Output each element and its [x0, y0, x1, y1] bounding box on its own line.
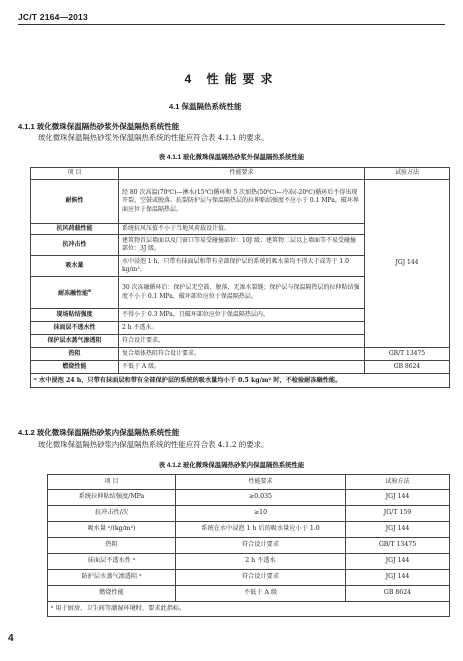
table2-row-method: JGJ 144 — [346, 490, 450, 506]
table1-row-name: 抗风荷载性能 — [31, 224, 119, 235]
table2-row-method: JGJ 144 — [346, 554, 450, 570]
table2-row-name: 燃烧性能 — [48, 586, 176, 602]
table2-row-method: JGJ 144 — [346, 570, 450, 586]
table1-header-item: 项 目 — [31, 168, 119, 180]
table1-row-name: 保护层水蒸气渗透阻 — [31, 335, 119, 348]
table1-header-requirement: 性能要求 — [119, 168, 365, 180]
table1-row-name: 耐候性 — [31, 180, 119, 224]
table2-row-requirement: 符合设计要求 — [176, 570, 346, 586]
footnote-marker: a — [88, 287, 91, 294]
table2-row-requirement: 系统在水中浸泡 1 h 后的吸水量应小于 1.0 — [176, 522, 346, 538]
table1-row-name: 抹面层不透水性 — [31, 322, 119, 335]
table2-row-method: JG/T 159 — [346, 506, 450, 522]
table2-row-requirement: 2 h 不透水 — [176, 554, 346, 570]
table2-row-method: GB 8624 — [346, 586, 450, 602]
chapter-title: 4 性能要求 — [184, 72, 279, 86]
table1-row-method: GB 8624 — [365, 361, 450, 374]
table2-row-name: 热阻 — [48, 538, 176, 554]
table1-row-name: 耐冻融性能$^a$ — [31, 277, 119, 309]
table2-row-name: 吸水量 ᵃ/(kg/m²) — [48, 522, 176, 538]
table2-row-requirement: ≥0.035 — [176, 490, 346, 506]
table2-row-name: 防护层水蒸气渗透阻 ᵃ — [48, 570, 176, 586]
table-4-1-2-caption: 表 4.1.2 玻化微珠保温隔热砂浆内保温隔热系统性能 — [158, 462, 305, 469]
table2-header-method: 试验方法 — [346, 475, 450, 490]
table2-row-requirement: 不低于 A 级 — [176, 586, 346, 602]
table1-row-requirement: 不得小于 0.3 MPa，且破坏部位应位于保温隔热层内。 — [119, 309, 365, 322]
table1-row-requirement: 符合设计要求。 — [119, 335, 365, 348]
table2-footnote: ᵃ 用于厨房、卫生间等潮湿环境时，要求此指标。 — [48, 602, 450, 617]
table2-row-name: 系统拉伸粘结强度/MPa — [48, 490, 176, 506]
table-4-1-1-caption: 表 4.1.1 玻化微珠保温隔热砂浆外保温隔热系统性能 — [158, 154, 305, 161]
standard-number-header: JC/T 2164—2013 — [18, 12, 88, 22]
table1-row-name: 吸水量 — [31, 256, 119, 277]
table1-row-requirement: 2 h 不透水。 — [119, 322, 365, 335]
header-rule — [18, 24, 445, 25]
table1-footnote: ᵃ 水中浸泡 24 h，只带有抹面层和带有全部保护层的系统的吸水量均小于 0.5 kg/m² 时，不检验耐冻融性能。 — [31, 374, 450, 388]
table1-merged-method: JGJ 144 — [365, 180, 450, 348]
table2-row-name: 抹面层不透水性 ᵃ — [48, 554, 176, 570]
table1-row-requirement: 复合墙体热阻符合设计要求。 — [119, 348, 365, 361]
table1-row-method: GB/T 13475 — [365, 348, 450, 361]
table1-row-requirement: 水中浸泡 1 h，只带有抹面层和带有全部保护层的系统的吸水量均不得大于或等于 1.0 kg/m²。 — [119, 256, 365, 277]
table2-row-requirement: 符合设计要求 — [176, 538, 346, 554]
table1-header-method: 试验方法 — [365, 168, 450, 180]
page-number: 4 — [8, 633, 14, 644]
clause-4-1-2-text: 玻化微珠保温隔热砂浆内保温隔热系统的性能应符合表 4.1.2 的要求。 — [38, 440, 269, 449]
table1-row-requirement: 不低于 A 级。 — [119, 361, 365, 374]
table2-row-method: GB/T 13475 — [346, 538, 450, 554]
table1-row-name: 抗冲击性 — [31, 235, 119, 256]
table2-row-name: 抗冲击性/次 — [48, 506, 176, 522]
table-4-1-1 — [30, 167, 450, 388]
table2-header-requirement: 性能要求 — [176, 475, 346, 490]
table2-header-item: 项 目 — [48, 475, 176, 490]
table1-row-requirement: 建筑物首层墙面以及门窗口等易受碰撞部位：10J 级；建筑物二层以上墙面等不易受碰撞部位：3J 级。 — [119, 235, 365, 256]
table1-row-requirement: 30 次冻融循环后：保护层无空鼓、脱落，无渗水裂缝；保护层与保温隔热层的拉伸粘结强度不小于 0.1 MPa，破坏部位应位于保温隔热层。 — [119, 277, 365, 309]
table1-row-name: 燃烧性能 — [31, 361, 119, 374]
table-4-1-2 — [47, 474, 450, 617]
table1-row-name: 现场粘结强度 — [31, 309, 119, 322]
table2-row-requirement: ≥10 — [176, 506, 346, 522]
table1-row-name: 热阻 — [31, 348, 119, 361]
table1-row-requirement: 系统抗风压值不小于当地风荷载设计值。 — [119, 224, 365, 235]
section-4-1-title: 4.1 保温隔热系统性能 — [169, 102, 242, 111]
clause-4-1-1-text: 玻化微珠保温隔热砂浆外保温隔热系统的性能应符合表 4.1.1 的要求。 — [38, 133, 269, 142]
clause-4-1-2-heading: 4.1.2 玻化微珠保温隔热砂浆内保温隔热系统性能 — [18, 428, 180, 437]
clause-4-1-1-heading: 4.1.1 玻化微珠保温隔热砂浆外保温隔热系统性能 — [18, 122, 180, 131]
table1-row-requirement: 经 80 次高温(70℃)—淋水(15℃)循环和 5 次加热(50℃)—冷冻(-20℃)循环后不得出现开裂、空鼓或脱落。抗裂防护层与保温隔热层的拉伸粘结强度不应小于 0.1 MPa，破坏界面应位于保温隔热层。 — [119, 180, 365, 224]
table2-row-method: JGJ 144 — [346, 522, 450, 538]
